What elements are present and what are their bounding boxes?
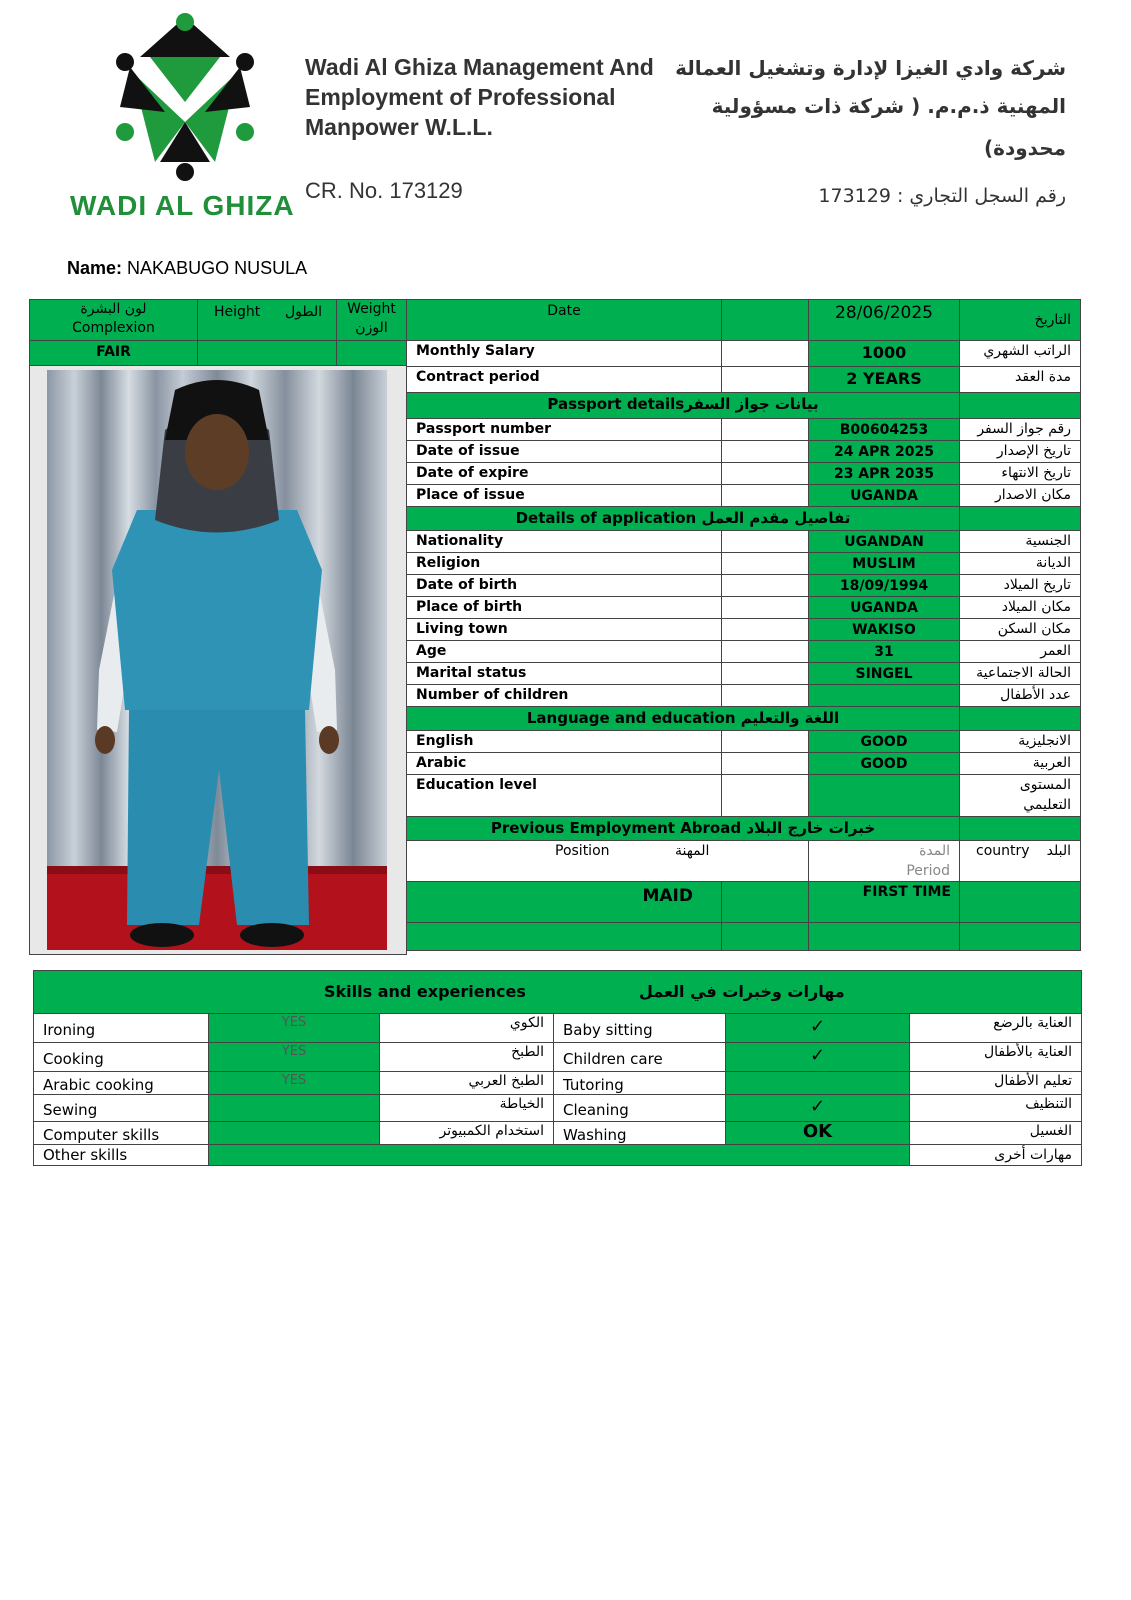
position-ar: المهنة	[675, 843, 710, 859]
period-en: Period	[906, 863, 950, 879]
row-spacer	[721, 730, 809, 753]
row-value: 23 APR 2035	[808, 462, 960, 485]
company-name-ar-line3: محدودة)	[984, 136, 1066, 160]
company-logo	[110, 12, 260, 182]
weight-header	[336, 299, 407, 341]
employment-spacer	[721, 881, 809, 923]
candidate-name: NAKABUGO NUSULA	[127, 258, 308, 278]
row-ar: الانجليزية	[959, 730, 1081, 753]
employment-period: FIRST TIME	[808, 881, 960, 923]
company-name-ar-line2: المهنية ذ.م.م. ( شركة ذات مسؤولية	[711, 94, 1066, 118]
skill-ar: الكوي	[379, 1013, 554, 1043]
row-spacer	[721, 552, 809, 575]
date-spacer	[721, 299, 809, 341]
country-en: country	[976, 843, 1030, 859]
row-value: UGANDA	[808, 484, 960, 507]
candidate-name-line	[67, 258, 307, 279]
education-ar-ar_line2: التعليمي	[1023, 797, 1071, 813]
row-spacer	[721, 440, 809, 463]
date-value: 28/06/2025	[808, 299, 960, 341]
row-label: Nationality	[406, 530, 722, 553]
position-en: Position	[555, 843, 610, 859]
section-passport-end	[959, 392, 1081, 419]
weight-ar: الوزن	[355, 320, 388, 336]
row-ar: الحالة الاجتماعية	[959, 662, 1081, 685]
skill-ar-other: مهارات أخرى	[909, 1144, 1082, 1166]
weight-en: Weight	[347, 301, 396, 317]
row-value: B00604253	[808, 418, 960, 441]
row-spacer	[721, 596, 809, 619]
skill-value	[208, 1094, 380, 1122]
height-en: Height	[214, 304, 261, 320]
row-ar: العمر	[959, 640, 1081, 663]
row-spacer	[721, 340, 809, 367]
height-ar: الطول	[284, 304, 322, 320]
skill-label: Washing	[553, 1121, 726, 1145]
row-value: GOOD	[808, 752, 960, 775]
skill-value	[208, 1121, 380, 1145]
employment-filler	[406, 922, 722, 951]
row-value: MUSLIM	[808, 552, 960, 575]
row-ar: تاريخ الانتهاء	[959, 462, 1081, 485]
employment-position-header	[406, 840, 809, 882]
skill-value-other	[208, 1144, 910, 1166]
row-label: Number of children	[406, 684, 722, 707]
date-ar: التاريخ	[959, 299, 1081, 341]
complexion-header	[29, 299, 198, 341]
employment-position: MAID	[406, 881, 722, 923]
weight-value	[336, 340, 407, 366]
skill-label: Tutoring	[553, 1071, 726, 1095]
row-ar: الديانة	[959, 552, 1081, 575]
skill-ar: الطبخ	[379, 1042, 554, 1072]
row-label: Date of expire	[406, 462, 722, 485]
section-employment-end	[959, 816, 1081, 841]
height-value	[197, 340, 337, 366]
candidate-photo	[47, 370, 387, 950]
row-value: WAKISO	[808, 618, 960, 641]
skill-label: Sewing	[33, 1094, 209, 1122]
section-passport: Passport detailsبيانات جواز السفر	[406, 392, 960, 419]
row-label: Place of birth	[406, 596, 722, 619]
company-name-en-line1: Wadi Al Ghiza Management And	[305, 54, 654, 80]
skills-title-en: Skills and experiences	[324, 982, 526, 1001]
skill-ar: الخياطة	[379, 1094, 554, 1122]
row-ar: الجنسية	[959, 530, 1081, 553]
skill-value: OK	[725, 1121, 910, 1145]
row-spacer	[721, 618, 809, 641]
section-language-end	[959, 706, 1081, 731]
skill-value: YES	[208, 1013, 380, 1043]
company-name-en-line2: Employment of Professional	[305, 84, 616, 110]
row-label: Arabic	[406, 752, 722, 775]
employment-country	[959, 881, 1081, 923]
education-ar-ar_line1: المستوى	[1019, 777, 1071, 793]
period-ar: المدة	[919, 843, 950, 859]
row-ar: مكان السكن	[959, 618, 1081, 641]
complexion-value: FAIR	[29, 340, 198, 366]
skill-label: Baby sitting	[553, 1013, 726, 1043]
row-spacer	[721, 640, 809, 663]
row-ar: العربية	[959, 752, 1081, 775]
row-label: Age	[406, 640, 722, 663]
row-value: GOOD	[808, 730, 960, 753]
skill-ar: التنظيف	[909, 1094, 1082, 1122]
skill-label: Computer skills	[33, 1121, 209, 1145]
row-spacer	[721, 662, 809, 685]
row-label: Monthly Salary	[406, 340, 722, 367]
row-spacer	[721, 366, 809, 393]
row-ar: مدة العقد	[959, 366, 1081, 393]
row-ar: مكان الاصدار	[959, 484, 1081, 507]
row-ar: عدد الأطفال	[959, 684, 1081, 707]
skill-label: Children care	[553, 1042, 726, 1072]
row-spacer	[721, 530, 809, 553]
date-label: Date	[406, 299, 722, 341]
skill-ar: استخدام الكمبيوتر	[379, 1121, 554, 1145]
education-spacer	[721, 774, 809, 817]
row-label: Marital status	[406, 662, 722, 685]
employment-filler	[959, 922, 1081, 951]
country-ar: البلد	[1046, 843, 1071, 859]
row-value: 18/09/1994	[808, 574, 960, 597]
education-label: Education level	[406, 774, 722, 817]
row-value	[808, 684, 960, 707]
cr-number-ar: رقم السجل التجاري : 173129	[818, 185, 1066, 207]
row-label: Date of issue	[406, 440, 722, 463]
row-label: Place of issue	[406, 484, 722, 507]
skills-header	[33, 970, 1082, 1014]
section-application: Details of application تفاصيل مقدم العمل	[406, 506, 960, 531]
education-ar	[959, 774, 1081, 817]
row-spacer	[721, 752, 809, 775]
cr-number-en: CR. No. 173129	[305, 178, 463, 203]
complexion-ar: لون البشرة	[80, 301, 147, 317]
skill-label-other: Other skills	[33, 1144, 209, 1166]
row-spacer	[721, 418, 809, 441]
row-label: English	[406, 730, 722, 753]
row-label: Contract period	[406, 366, 722, 393]
skills-title-ar: مهارات وخبرات في العمل	[639, 982, 845, 1001]
skill-value: ✓	[725, 1013, 910, 1043]
employment-filler	[808, 922, 960, 951]
row-ar: الراتب الشهري	[959, 340, 1081, 367]
row-value: 2 YEARS	[808, 366, 960, 393]
row-ar: تاريخ الميلاد	[959, 574, 1081, 597]
education-value	[808, 774, 960, 817]
skill-ar: الغسيل	[909, 1121, 1082, 1145]
skill-label: Cleaning	[553, 1094, 726, 1122]
employment-filler	[721, 922, 809, 951]
skill-label: Cooking	[33, 1042, 209, 1072]
row-label: Living town	[406, 618, 722, 641]
skill-ar: العناية بالأطفال	[909, 1042, 1082, 1072]
row-spacer	[721, 484, 809, 507]
skill-value: ✓	[725, 1094, 910, 1122]
height-header	[197, 299, 337, 341]
skill-label: Arabic cooking	[33, 1071, 209, 1095]
row-value: 31	[808, 640, 960, 663]
skill-value: ✓	[725, 1042, 910, 1072]
section-language: Language and education اللغة والتعليم	[406, 706, 960, 731]
employment-period-header	[808, 840, 960, 882]
section-employment: Previous Employment Abroad خبرات خارج البلاد	[406, 816, 960, 841]
row-spacer	[721, 684, 809, 707]
row-label: Passport number	[406, 418, 722, 441]
skill-ar: الطبخ العربي	[379, 1071, 554, 1095]
section-application-end	[959, 506, 1081, 531]
row-ar: تاريخ الإصدار	[959, 440, 1081, 463]
skill-label: Ironing	[33, 1013, 209, 1043]
employment-country-header	[959, 840, 1081, 882]
row-label: Date of birth	[406, 574, 722, 597]
row-value: SINGEL	[808, 662, 960, 685]
row-label: Religion	[406, 552, 722, 575]
name-label: Name:	[67, 258, 123, 278]
row-spacer	[721, 462, 809, 485]
company-name-ar-line1: شركة وادي الغيزا لإدارة وتشغيل العمالة	[675, 56, 1066, 80]
skill-ar: تعليم الأطفال	[909, 1071, 1082, 1095]
skill-value: YES	[208, 1071, 380, 1095]
row-ar: رقم جواز السفر	[959, 418, 1081, 441]
skill-value: YES	[208, 1042, 380, 1072]
row-value: 1000	[808, 340, 960, 367]
row-value: UGANDA	[808, 596, 960, 619]
row-value: 24 APR 2025	[808, 440, 960, 463]
row-spacer	[721, 574, 809, 597]
company-name-en-line3: Manpower W.L.L.	[305, 114, 493, 140]
row-value: UGANDAN	[808, 530, 960, 553]
logo-wordmark: WADI AL GHIZA	[70, 190, 295, 221]
row-ar: مكان الميلاد	[959, 596, 1081, 619]
complexion-en: Complexion	[72, 320, 155, 336]
skill-value	[725, 1071, 910, 1095]
skill-ar: العناية بالرضع	[909, 1013, 1082, 1043]
